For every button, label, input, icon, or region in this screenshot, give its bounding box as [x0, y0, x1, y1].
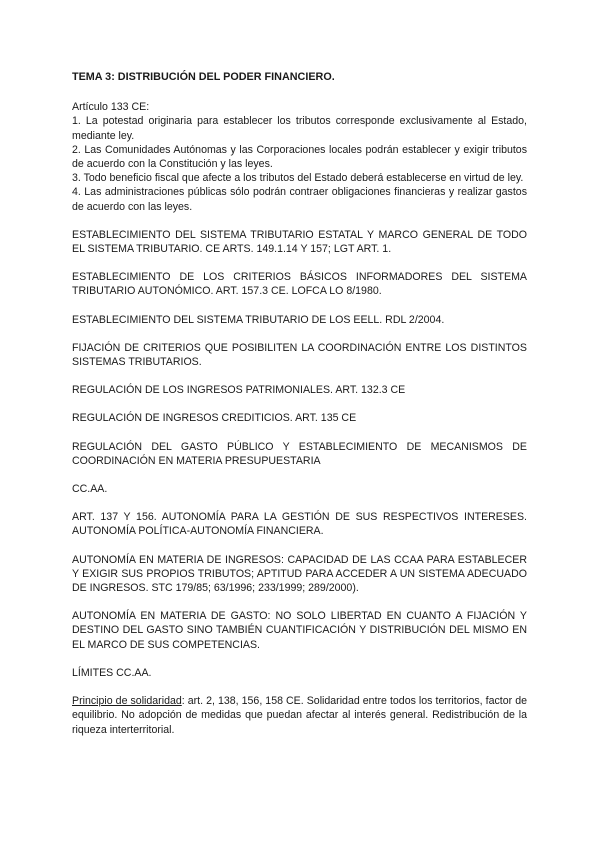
- section-paragraph: AUTONOMÍA EN MATERIA DE GASTO: NO SOLO LIBERTAD EN CUANTO A FIJACIÓN Y DESTINO DEL GASTO SINO TAMBIÉN CUANTIFICACIÓN Y DISTRIBUCIÓN DEL MISMO EN EL MARCO DE SUS COMPETENCIAS.: [72, 610, 527, 651]
- article-item: 4. Las administraciones públicas sólo podrán contraer obligaciones financieras y realizar gastos de acuerdo con las leyes.: [72, 186, 527, 213]
- principle-text: : art. 2, 138, 156, 158 CE. Solidaridad entre todos los territorios, factor de equilibrio. No adopción de medidas que puedan afectar al interés general. Redistribución de la riqueza interterritorial.: [72, 695, 527, 736]
- section-paragraph: REGULACIÓN DE LOS INGRESOS PATRIMONIALES. ART. 132.3 CE: [72, 384, 406, 397]
- principle-label: Principio de solidaridad: [72, 695, 182, 708]
- article-item: 3. Todo beneficio fiscal que afecte a los tributos del Estado deberá establecerse en virtud de ley.: [72, 172, 524, 185]
- document-title: TEMA 3: DISTRIBUCIÓN DEL PODER FINANCIERO.: [72, 71, 335, 83]
- section-paragraph: ESTABLECIMIENTO DE LOS CRITERIOS BÁSICOS INFORMADORES DEL SISTEMA TRIBUTARIO AUTONÓMICO. ART. 157.3 CE. LOFCA LO 8/1980.: [72, 271, 527, 298]
- section-paragraph: ART. 137 Y 156. AUTONOMÍA PARA LA GESTIÓN DE SUS RESPECTIVOS INTERESES. AUTONOMÍA POLÍTICA-AUTONOMÍA FINANCIERA.: [72, 511, 527, 538]
- section-paragraph: FIJACIÓN DE CRITERIOS QUE POSIBILITEN LA COORDINACIÓN ENTRE LOS DISTINTOS SISTEMAS TRIBUTARIOS.: [72, 341, 527, 369]
- article-item: 1. La potestad originaria para establecer los tributos corresponde exclusivamente al Estado, mediante ley.: [72, 115, 527, 142]
- article-heading: Artículo 133 CE:: [72, 101, 150, 114]
- section-paragraph: AUTONOMÍA EN MATERIA DE INGRESOS: CAPACIDAD DE LAS CCAA PARA ESTABLECER Y EXIGIR SUS PROPIOS TRIBUTOS; APTITUD PARA ACCEDER A UN SISTEMA ADECUADO DE INGRESOS. STC 179/85; 63/1996; 233/1999; 289/2000).: [72, 553, 527, 595]
- section-paragraph: REGULACIÓN DEL GASTO PÚBLICO Y ESTABLECIMIENTO DE MECANISMOS DE COORDINACIÓN EN MATERIA PRESUPUESTARIA: [72, 440, 527, 467]
- document-page: [72, 70, 527, 737]
- principle-paragraph: [72, 694, 527, 737]
- section-paragraph: ESTABLECIMIENTO DEL SISTEMA TRIBUTARIO ESTATAL Y MARCO GENERAL DE TODO EL SISTEMA TRIBUTARIO. CE ARTS. 149.1.14 Y 157; LGT ART. 1.: [72, 228, 527, 256]
- section-heading: LÍMITES CC.AA.: [72, 666, 152, 679]
- section-heading: CC.AA.: [72, 483, 108, 496]
- article-item: 2. Las Comunidades Autónomas y las Corporaciones locales podrán establecer y exigir tributos de acuerdo con la Constitución y las leyes.: [72, 143, 527, 171]
- section-paragraph: REGULACIÓN DE INGRESOS CREDITICIOS. ART. 135 CE: [72, 412, 357, 425]
- section-paragraph: ESTABLECIMIENTO DEL SISTEMA TRIBUTARIO DE LOS EELL. RDL 2/2004.: [72, 313, 445, 326]
